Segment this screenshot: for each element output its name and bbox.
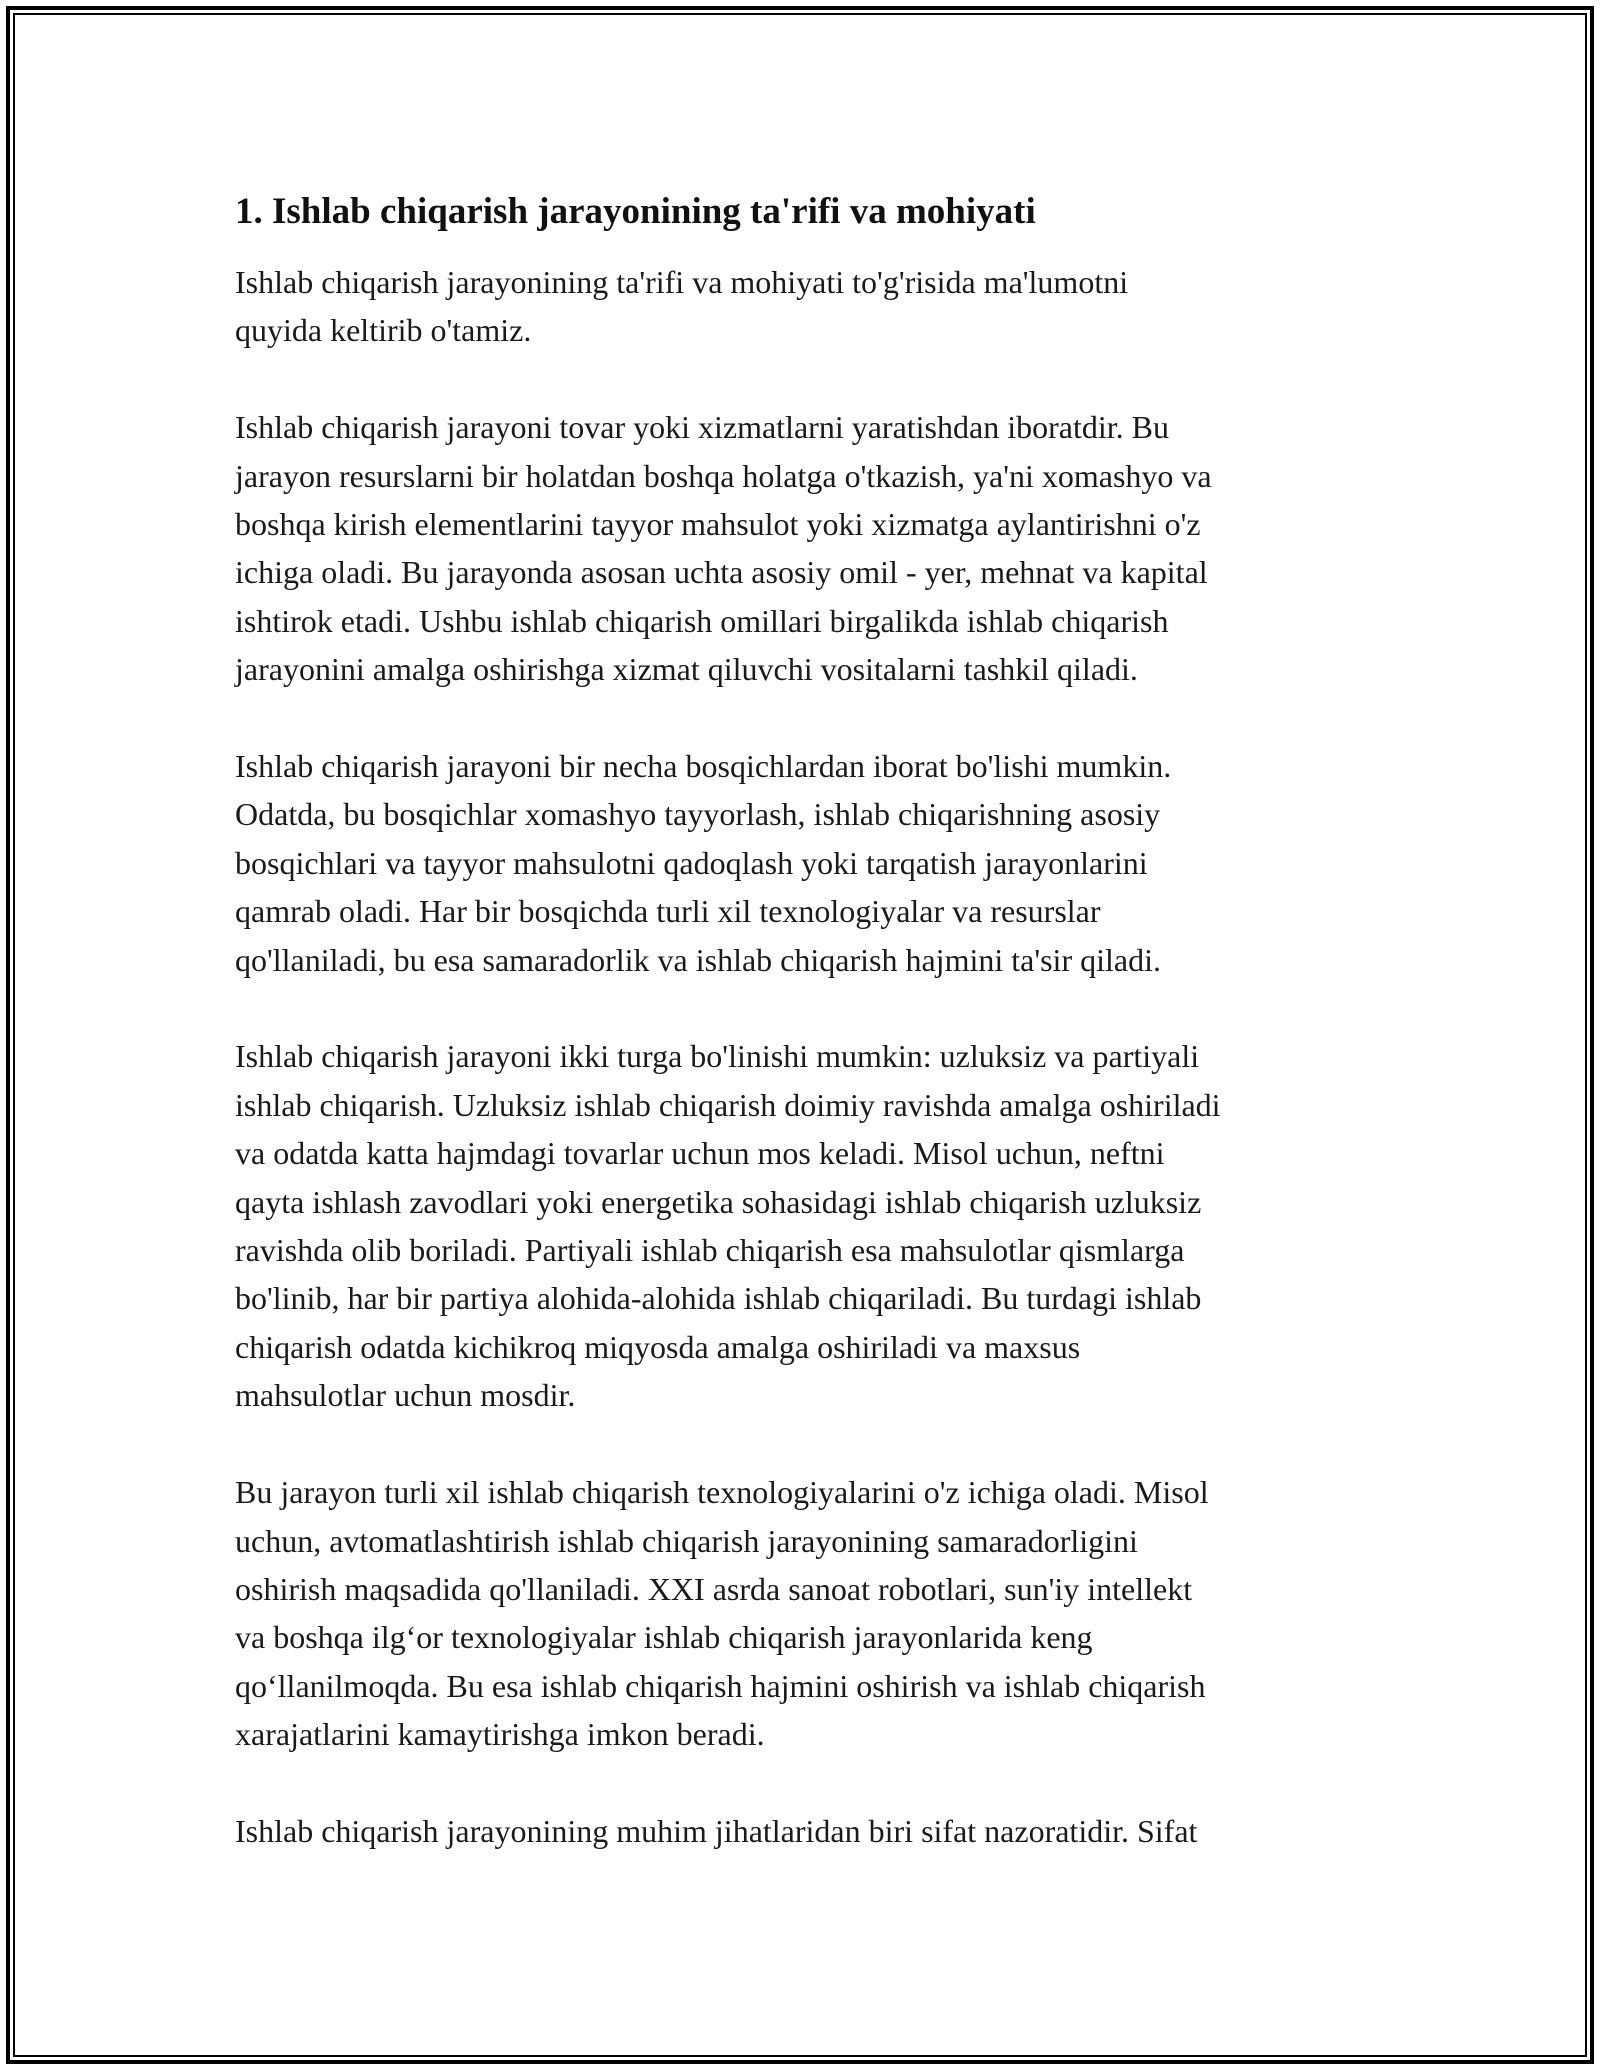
paragraph-line: ravishda olib boriladi. Partiyali ishlab chiqarish esa mahsulotlar qismlarga — [235, 1232, 1185, 1269]
paragraph-line: jarayon resurslarni bir holatdan boshqa holatga o'tkazish, ya'ni xomashyo va — [235, 457, 1212, 494]
paragraph-line: qayta ishlash zavodlari yoki energetika sohasidagi ishlab chiqarish uzluksiz — [235, 1183, 1202, 1220]
paragraph-line: uchun, avtomatlashtirish ishlab chiqarish jarayonining samaradorligini — [235, 1522, 1138, 1559]
paragraph-line: quyida keltirib o'tamiz. — [235, 312, 532, 349]
paragraph-line: va odatda katta hajmdagi tovarlar uchun mos keladi. Misol uchun, neftni — [235, 1135, 1165, 1172]
paragraph-line: Ishlab chiqarish jarayonining muhim jihatlaridan biri sifat nazoratidir. Sifat — [235, 1812, 1198, 1849]
paragraph-line: oshirish maqsadida qo'llaniladi. XXI asrda sanoat robotlari, sun'iy intellekt — [235, 1570, 1193, 1607]
paragraph-line: ichiga oladi. Bu jarayonda asosan uchta asosiy omil - yer, mehnat va kapital — [235, 554, 1208, 591]
paragraph-line: xarajatlarini kamaytirishga imkon beradi. — [235, 1716, 765, 1753]
paragraph-line: Ishlab chiqarish jarayonining ta'rifi va mohiyati to'g'risida ma'lumotni — [235, 264, 1129, 300]
paragraph-line: Ishlab chiqarish jarayoni tovar yoki xizmatlarni yaratishdan iboratdir. Bu — [235, 409, 1169, 446]
paragraph-line: chiqarish odatda kichikroq miqyosda amalga oshiriladi va maxsus — [235, 1328, 1081, 1365]
paragraph-line: bo'linib, har bir partiya alohida-alohida ishlab chiqariladi. Bu turdagi ishlab — [235, 1280, 1202, 1317]
document-page — [235, 188, 1370, 1904]
paragraph-line: va boshqa ilg‘or texnologiyalar ishlab chiqarish jarayonlarida keng — [235, 1619, 1093, 1656]
paragraph-line: Bu jarayon turli xil ishlab chiqarish texnologiyalarini o'z ichiga oladi. Misol — [235, 1474, 1209, 1511]
paragraph-line: qo'llaniladi, bu esa samaradorlik va ishlab chiqarish hajmini ta'sir qiladi. — [235, 941, 1161, 978]
document-body — [235, 258, 1370, 1855]
paragraph-line: qo‘llanilmoqda. Bu esa ishlab chiqarish hajmini oshirish va ishlab chiqarish — [235, 1667, 1206, 1704]
paragraph-line: jarayonini amalga oshirishga xizmat qiluvchi vositalarni tashkil qiladi. — [235, 651, 1138, 688]
paragraph-line: boshqa kirish elementlarini tayyor mahsulot yoki xizmatga aylantirishni o'z — [235, 506, 1201, 543]
paragraph — [235, 1032, 1370, 1419]
paragraph-line: bosqichlari va tayyor mahsulotni qadoqlash yoki tarqatish jarayonlarini — [235, 844, 1148, 881]
paragraph-line: Odatda, bu bosqichlar xomashyo tayyorlash, ishlab chiqarishning asosiy — [235, 796, 1161, 833]
paragraph-line: qamrab oladi. Har bir bosqichda turli xil texnologiyalar va resurslar — [235, 893, 1101, 930]
paragraph-line: mahsulotlar uchun mosdir. — [235, 1377, 576, 1414]
paragraph-line: ishlab chiqarish. Uzluksiz ishlab chiqarish doimiy ravishda amalga oshiriladi — [235, 1086, 1221, 1123]
paragraph — [235, 403, 1370, 693]
paragraph — [235, 742, 1370, 984]
paragraph-line: Ishlab chiqarish jarayoni bir necha bosqichlardan iborat bo'lishi mumkin. — [235, 748, 1172, 785]
paragraph-line: Ishlab chiqarish jarayoni ikki turga bo'linishi mumkin: uzluksiz va partiyali — [235, 1038, 1200, 1075]
paragraph — [235, 1468, 1370, 1758]
paragraph — [235, 258, 1370, 355]
paragraph — [235, 1807, 1370, 1855]
paragraph-line: ishtirok etadi. Ushbu ishlab chiqarish omillari birgalikda ishlab chiqarish — [235, 602, 1169, 639]
section-heading: 1. Ishlab chiqarish jarayonining ta'rifi va mohiyati — [235, 191, 1036, 232]
